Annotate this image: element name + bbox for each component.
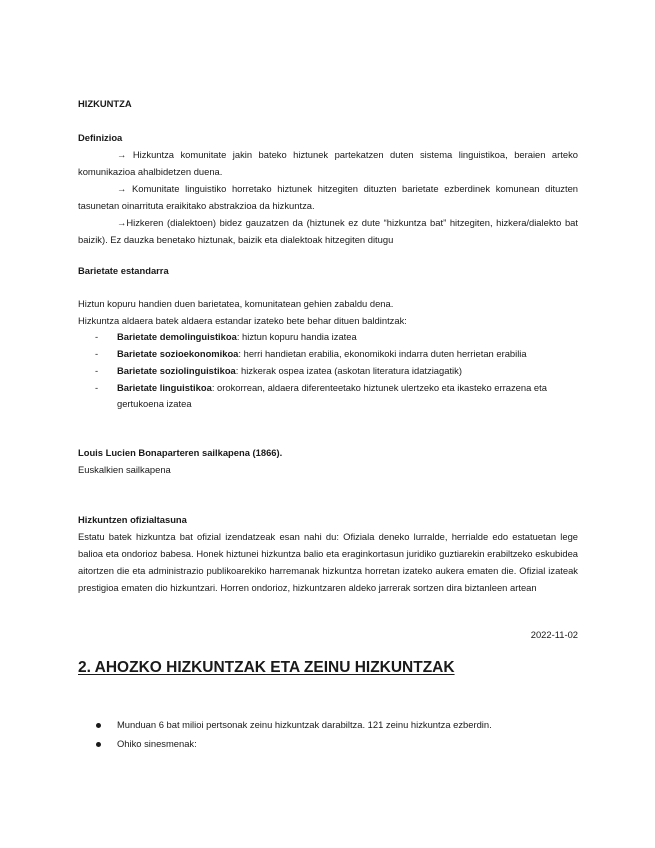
- list-item-text: : orokorrean, aldaera diferenteetako hiztunek ulertzeko eta ikasteko errazena eta gertukoena izatea: [117, 382, 547, 409]
- list-item: [78, 716, 578, 733]
- definizioa-item: → Hizkuntza komunitate jakin bateko hiztunek partekatzen duten sistema linguistikoa, beraien arteko komunikazioa ahalbidetzen duena.: [78, 149, 578, 177]
- section-date: 2022-11-02: [530, 629, 578, 640]
- list-item-text: : hiztun kopuru handia izatea: [236, 331, 357, 342]
- barietate-line: Hiztun kopuru handien duen barietatea, komunitatean gehien zabaldu dena.: [78, 298, 394, 309]
- section-2-list: [78, 716, 578, 754]
- dash-marker: -: [95, 382, 99, 393]
- list-item-term: Barietate demolinguistikoa: [117, 331, 237, 342]
- ofizialtasuna-body: Estatu batek hizkuntza bat ofizial izendatzeak esan nahi du: Ofiziala deneko lurralde, herrialde edo estatuetan lege balioa eta ondorioz babesa. Honek hiztunei hizkuntza balio eta eraginkortasun juridiko guztiarekin erabiltzeko eskubidea aitortzen die eta administrazio publikoarekiko harremanak hizkuntza horretan izateko aukera ematen die. Ofizial izateak prestigioa ematen dio hizkuntzari. Horren ondorioz, hizkuntzaren aldeko jarrerak sortzen dira biztanleen artean: [78, 531, 578, 593]
- list-item-text: Ohiko sinesmenak:: [117, 738, 197, 749]
- list-item-term: Barietate sozioekonomikoa: [117, 348, 239, 359]
- list-item: [78, 363, 578, 379]
- definizioa-body: [78, 146, 578, 248]
- dash-marker: -: [95, 331, 99, 342]
- dash-marker: -: [95, 365, 99, 376]
- list-item-text: Munduan 6 bat milioi pertsonak zeinu hizkuntzak darabiltza. 121 zeinu hizkuntza ezberdin.: [117, 719, 492, 730]
- bonaparte-heading: Louis Lucien Bonaparteren sailkapena (1866).: [78, 447, 283, 458]
- list-item-text: : herri handietan erabilia, ekonomikoki indarra duten herrietan erabilia: [238, 348, 527, 359]
- definizioa-item: → Komunitate linguistiko horretako hiztunek hitzegiten dituzten barietate ezberdinek komunean dituzten tasunetan oinarrituta eraikitako abstrakzioa da hizkuntza.: [78, 183, 578, 211]
- list-item: [78, 329, 578, 345]
- section-2-heading: 2. AHOZKO HIZKUNTZAK ETA ZEINU HIZKUNTZAK: [78, 659, 455, 676]
- barietate-heading: Barietate estandarra: [78, 265, 169, 276]
- list-item: [78, 735, 578, 752]
- bullet-dot-icon: [96, 742, 101, 747]
- list-item-term: Barietate linguistikoa: [117, 382, 212, 393]
- barietate-line: Hizkuntza aldaera batek aldaera estandar izateko bete behar dituen baldintzak:: [78, 315, 407, 326]
- list-item-term: Barietate soziolinguistikoa: [117, 365, 236, 376]
- ofizialtasuna-heading: Hizkuntzen ofizialtasuna: [78, 514, 187, 525]
- dash-marker: -: [95, 348, 99, 359]
- bonaparte-subtitle: Euskalkien sailkapena: [78, 464, 171, 475]
- list-item: [78, 346, 578, 362]
- document-title: HIZKUNTZA: [78, 98, 132, 109]
- list-item: [78, 380, 578, 412]
- definizioa-heading: Definizioa: [78, 132, 123, 143]
- definizioa-item: →Hizkeren (dialektoen) bidez gauzatzen da (hiztunek ez dute “hizkuntza bat” hitzegiten, hizkera/dialekto bat baizik). Ez dauzka benetako hiztunak, baizik eta dialektoak hitzegiten ditugu: [78, 217, 578, 245]
- bullet-dot-icon: [96, 723, 101, 728]
- list-item-text: : hizkerak ospea izatea (askotan literatura idatziagatik): [235, 365, 462, 376]
- barietate-list: [78, 329, 578, 413]
